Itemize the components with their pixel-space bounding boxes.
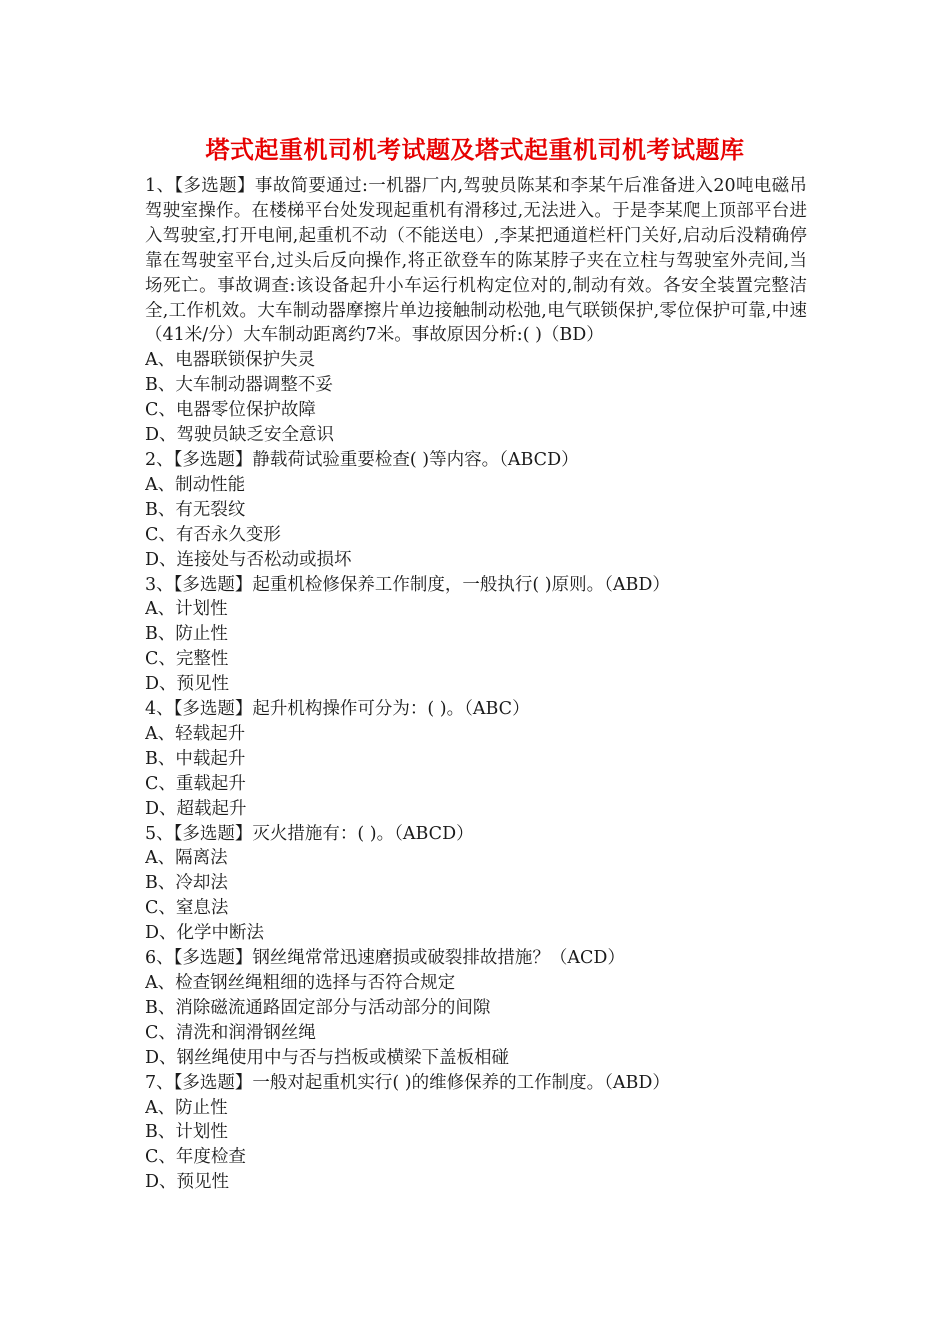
question-stem: 7、【多选题】一般对起重机实行( )的维修保养的工作制度。（ABD）	[145, 1072, 670, 1093]
option-d: D、连接处与否松动或损坏	[145, 549, 352, 570]
option-b: B、防止性	[145, 624, 228, 645]
question-5	[145, 822, 807, 947]
option-a: A、检查钢丝绳粗细的选择与否符合规定	[145, 973, 456, 993]
question-4	[145, 697, 807, 822]
option-b: B、中载起升	[145, 748, 246, 769]
question-stem: 5、【多选题】灭火措施有：( )。（ABCD）	[145, 823, 474, 844]
question-1	[145, 174, 807, 448]
option-d: D、驾驶员缺乏安全意识	[145, 425, 335, 446]
question-stem: 3、【多选题】起重机检修保养工作制度，一般执行( )原则。（ABD）	[145, 574, 670, 595]
option-a: A、制动性能	[145, 474, 246, 495]
option-d: D、超载起升	[145, 798, 247, 819]
option-d: D、化学中断法	[145, 923, 265, 944]
option-d: D、预见性	[145, 674, 230, 695]
option-a: A、防止性	[145, 1097, 228, 1118]
option-d: D、钢丝绳使用中与否与挡板或横梁下盖板相碰	[145, 1047, 510, 1068]
option-c: C、有否永久变形	[145, 524, 281, 545]
option-a: A、隔离法	[145, 848, 228, 869]
option-a: A、轻载起升	[145, 723, 246, 744]
question-2	[145, 448, 807, 573]
option-d: D、预见性	[145, 1172, 230, 1193]
option-b: B、有无裂纹	[145, 499, 246, 520]
option-c: C、完整性	[145, 649, 229, 670]
question-7	[145, 1071, 807, 1196]
option-c: C、重载起升	[145, 773, 246, 794]
option-c: C、年度检查	[145, 1147, 246, 1168]
question-stem: 1、【多选题】事故简要通过:一机器厂内,驾驶员陈某和李某午后准备进入20吨电磁吊驾驶室操作。在楼梯平台处发现起重机有滑移过,无法进入。于是李某爬上顶部平台进入驾驶室,打开电闸,起重机不动（不能送电）,李某把通道栏杆门关好,启动后没精确停靠在驾驶室平台,过头后反向操作,将正欲登车的陈某脖子夹在立柱与驾驶室外壳间,当场死亡。事故调查:该设备起升小车运行机构定位对的,制动有效。各安全装置完整洁全,工作机效。大车制动器摩擦片单边接触制动松弛,电气联锁保护,零位保护可靠,中速（41米/分）大车制动距离约7米。事故原因分析:( )（BD）	[145, 176, 807, 346]
option-a: A、计划性	[145, 599, 228, 620]
question-stem: 2、【多选题】静载荷试验重要检查( )等内容。（ABCD）	[145, 449, 579, 470]
option-b: B、大车制动器调整不妥	[145, 375, 333, 396]
option-b: B、计划性	[145, 1122, 228, 1143]
option-b: B、冷却法	[145, 873, 228, 894]
question-6	[145, 946, 807, 1071]
question-list	[145, 174, 807, 1195]
question-stem: 6、【多选题】钢丝绳常常迅速磨损或破裂排故措施？（ACD）	[145, 948, 625, 969]
document-title: 塔式起重机司机考试题及塔式起重机司机考试题库	[205, 135, 745, 164]
option-b: B、消除磁流通路固定部分与活动部分的间隙	[145, 997, 491, 1018]
option-a: A、电器联锁保护失灵	[145, 350, 316, 371]
question-stem: 4、【多选题】起升机构操作可分为：( )。（ABC）	[145, 699, 530, 720]
option-c: C、清洗和润滑钢丝绳	[145, 1022, 316, 1043]
option-c: C、窒息法	[145, 898, 229, 919]
question-3	[145, 573, 807, 698]
option-c: C、电器零位保护故障	[145, 400, 316, 421]
